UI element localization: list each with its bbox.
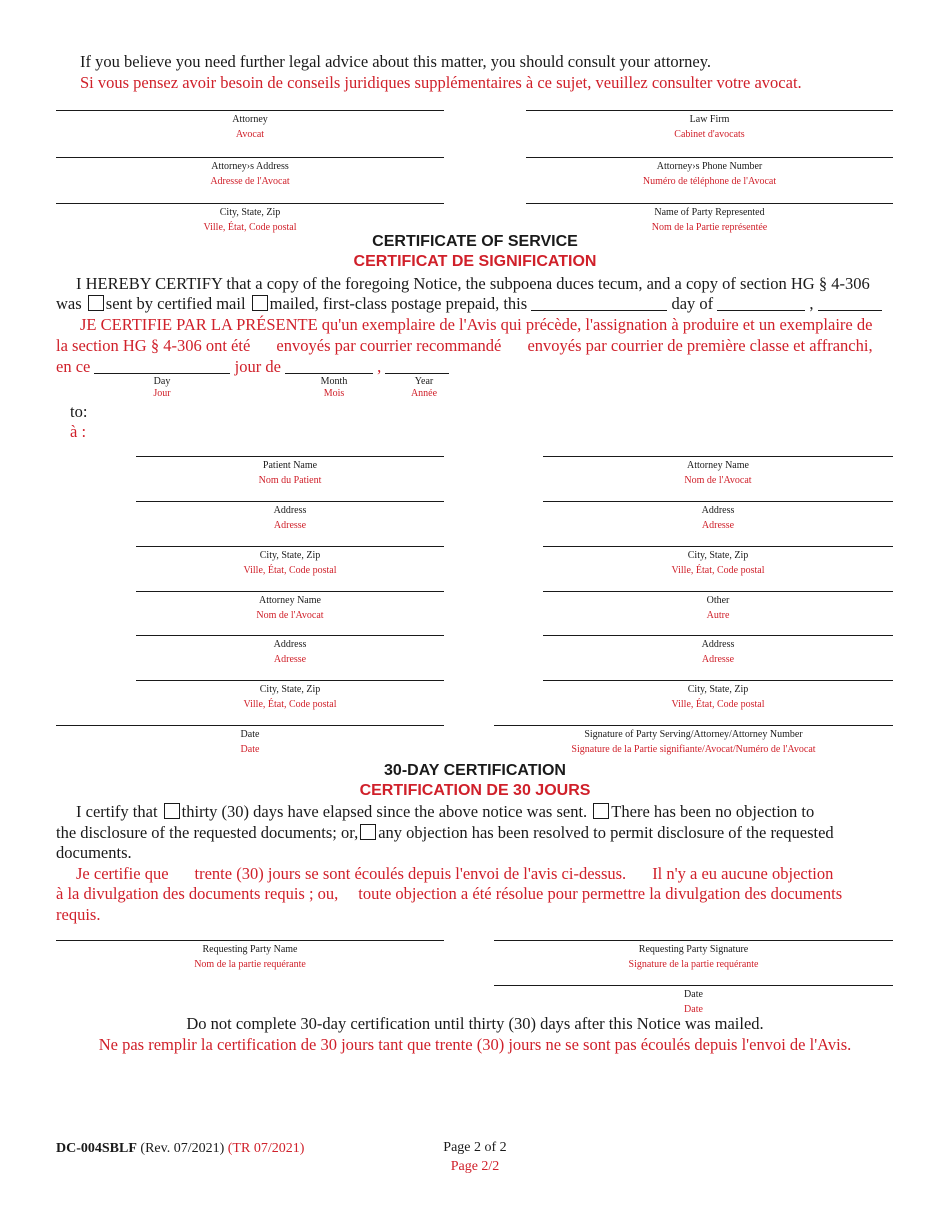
comma-text: , bbox=[809, 294, 814, 313]
year-caption: Year Année bbox=[410, 376, 438, 399]
certificate-title: CERTIFICATE OF SERVICE bbox=[372, 233, 578, 250]
notice-text-fr: Ne pas remplir la certification de 30 jours tant que trente (30) jours ne se sont pas écoulés depuis l'envoi de l'Avis. bbox=[98, 1035, 852, 1054]
was-text: was bbox=[56, 294, 82, 313]
fr-first-class-label: envoyés par courrier de première classe et affranchi, bbox=[527, 336, 873, 355]
attorney-label-fr: Avocat bbox=[235, 129, 265, 140]
day-caption: Day Jour bbox=[153, 376, 171, 399]
right-address-field[interactable]: Address Adresse bbox=[543, 501, 893, 532]
attorney-city-label-fr: Ville, État, Code postal bbox=[203, 222, 297, 233]
month-caption: Month Mois bbox=[320, 376, 348, 399]
month-blank[interactable] bbox=[717, 296, 805, 311]
objection-resolved-checkbox[interactable] bbox=[360, 824, 376, 840]
other-address-field[interactable]: Address Adresse bbox=[543, 635, 893, 666]
first-class-checkbox[interactable] bbox=[252, 295, 268, 311]
law-firm-label: Law Firm bbox=[689, 114, 730, 125]
to-label: to: bbox=[70, 402, 88, 421]
thirty-day-title: 30-DAY CERTIFICATION bbox=[384, 762, 566, 779]
no-objection-checkbox[interactable] bbox=[593, 803, 609, 819]
serving-signature-field[interactable]: Signature of Party Serving/Attorney/Attorney Number Signature de la Partie signifiante/Avocat/Numéro de l'Avocat bbox=[494, 725, 893, 756]
certify-fr-line-3 bbox=[56, 357, 449, 377]
party-represented-label-fr: Nom de la Partie représentée bbox=[651, 222, 768, 233]
fr-jour-de-text: jour de bbox=[234, 357, 281, 376]
patient-name-field[interactable]: Patient Name Nom du Patient bbox=[136, 456, 444, 487]
certified-mail-label: sent by certified mail bbox=[105, 294, 246, 313]
certify-fr-line-1: JE CERTIFIE PAR LA PRÉSENTE qu'un exemplaire de l'Avis qui précède, l'assignation à produire et un exemplaire de bbox=[80, 315, 873, 334]
fr-day-blank[interactable] bbox=[94, 359, 230, 374]
thirty-day-line-1: I certify that thirty (30) days have elapsed since the above notice was sent. There has been no objection to bbox=[76, 802, 815, 821]
requesting-date-field[interactable]: Date Date bbox=[494, 985, 893, 1016]
attorney-address-label: Attorney›s Address bbox=[211, 161, 289, 172]
attorney-field[interactable] bbox=[56, 110, 444, 141]
law-firm-field[interactable] bbox=[526, 110, 893, 141]
attorney-phone-label: Attorney›s Phone Number bbox=[656, 161, 763, 172]
thirty-day-title-fr: CERTIFICATION DE 30 JOURS bbox=[359, 782, 591, 799]
attorney-address-label-fr: Adresse de l'Avocat bbox=[210, 176, 290, 187]
translation-revision: (TR 07/2021) bbox=[227, 1141, 305, 1156]
to-label-fr: à : bbox=[70, 422, 87, 441]
form-number: DC-004SBLF bbox=[56, 1141, 137, 1156]
certified-mail-checkbox[interactable] bbox=[88, 295, 104, 311]
intro-text-en: If you believe you need further legal advice about this matter, you should consult your attorney. bbox=[80, 52, 712, 71]
thirty-day-fr-line-3: requis. bbox=[56, 905, 101, 924]
attorney-phone-label-fr: Numéro de téléphone de l'Avocat bbox=[642, 176, 777, 187]
intro-text-fr: Si vous pensez avoir besoin de conseils juridiques supplémentaires à ce sujet, veuillez consulter votre avocat. bbox=[80, 73, 802, 92]
thirty-day-line-2: the disclosure of the requested documents; or, any objection has been resolved to permit disclosure of the requested bbox=[56, 823, 834, 842]
certify-line-1: I HEREBY CERTIFY that a copy of the foregoing Notice, the subpoena duces tecum, and a copy of section HG § 4-306 bbox=[76, 274, 870, 293]
thirty-days-checkbox[interactable] bbox=[164, 803, 180, 819]
notice-text: Do not complete 30-day certification until thirty (30) days after this Notice was mailed. bbox=[186, 1014, 764, 1033]
fr-certified-mail-label: envoyés par courrier recommandé bbox=[276, 336, 502, 355]
patient-address-field[interactable]: Address Adresse bbox=[136, 501, 444, 532]
fr-month-blank[interactable] bbox=[285, 359, 373, 374]
party-represented-label: Name of Party Represented bbox=[654, 207, 765, 218]
day-of-text: day of bbox=[671, 294, 714, 313]
attorney-city-field[interactable] bbox=[56, 203, 444, 234]
day-blank[interactable] bbox=[531, 296, 667, 311]
certify-fr-line-2 bbox=[56, 336, 873, 356]
attorney-phone-field[interactable] bbox=[526, 157, 893, 188]
requesting-party-name-field[interactable]: Requesting Party Name Nom de la partie requérante bbox=[56, 940, 444, 971]
certificate-title-fr: CERTIFICAT DE SIGNIFICATION bbox=[353, 253, 597, 270]
thirty-day-fr-line-2: à la divulgation des documents requis ; ou, toute objection a été résolue pour permettre la divulgation des documents bbox=[56, 884, 843, 903]
page-number-fr: Page 2/2 bbox=[450, 1159, 500, 1174]
right-city-field[interactable]: City, State, Zip Ville, État, Code postal bbox=[543, 546, 893, 577]
party-represented-field[interactable] bbox=[526, 203, 893, 234]
thirty-day-line-3: documents. bbox=[56, 843, 132, 862]
revision: (Rev. 07/2021) bbox=[140, 1141, 225, 1156]
certify-line-2 bbox=[56, 294, 882, 314]
first-class-label: mailed, first-class postage prepaid, this bbox=[269, 294, 528, 313]
year-blank[interactable] bbox=[818, 296, 882, 311]
fr-comma-text: , bbox=[377, 357, 382, 376]
requesting-party-signature-field[interactable]: Requesting Party Signature Signature de la partie requérante bbox=[494, 940, 893, 971]
other-field[interactable]: Other Autre bbox=[543, 591, 893, 622]
left-attorney-name-field[interactable]: Attorney Name Nom de l'Avocat bbox=[136, 591, 444, 622]
thirty-day-fr-line-1: Je certifie que trente (30) jours se sont écoulés depuis l'envoi de l'avis ci-dessus. Il n'y a eu aucune objection bbox=[76, 864, 834, 883]
fr-year-blank[interactable] bbox=[385, 359, 449, 374]
left-attorney-address-field[interactable]: Address Adresse bbox=[136, 635, 444, 666]
service-date-field[interactable]: Date Date bbox=[56, 725, 444, 756]
fr-section-text: la section HG § 4-306 ont été bbox=[56, 336, 251, 355]
page-number: Page 2 of 2 bbox=[443, 1140, 507, 1155]
right-attorney-name-field[interactable]: Attorney Name Nom de l'Avocat bbox=[543, 456, 893, 487]
attorney-address-field[interactable] bbox=[56, 157, 444, 188]
attorney-city-label: City, State, Zip bbox=[219, 207, 281, 218]
fr-en-ce-text: en ce bbox=[56, 357, 91, 376]
patient-city-field[interactable]: City, State, Zip Ville, État, Code postal bbox=[136, 546, 444, 577]
law-firm-label-fr: Cabinet d'avocats bbox=[674, 129, 745, 140]
attorney-label: Attorney bbox=[232, 114, 268, 125]
other-city-field[interactable]: City, State, Zip Ville, État, Code postal bbox=[543, 680, 893, 711]
left-attorney-city-field[interactable]: City, State, Zip Ville, État, Code postal bbox=[136, 680, 444, 711]
